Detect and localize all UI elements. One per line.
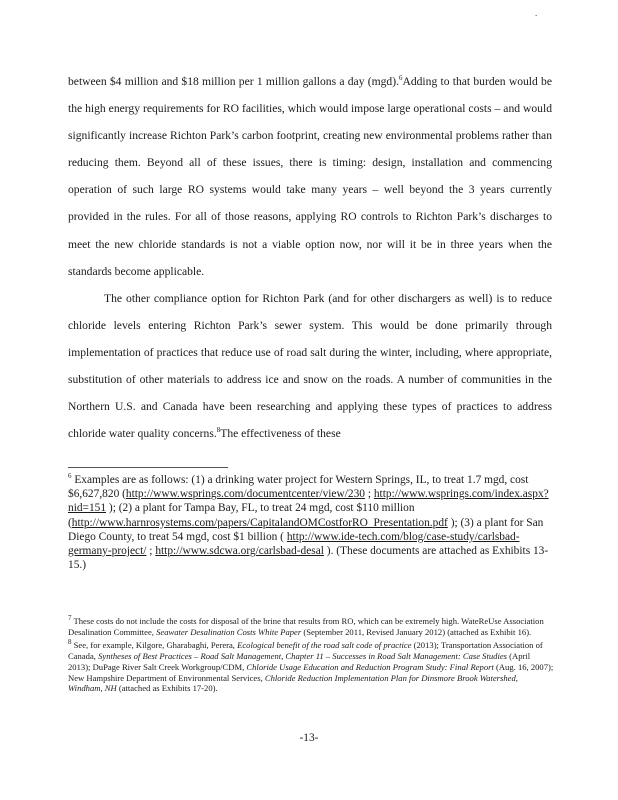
footnote-citation-title: Chloride Reduction Implementation Plan for Dinsmore Brook Watershed, Windham, NH: [68, 672, 518, 694]
footnotes-small: [68, 616, 554, 694]
footnote-7: [68, 616, 554, 638]
footnote-text: ;: [146, 545, 156, 558]
footnote-8: [68, 637, 554, 695]
paragraph-text: The other compliance option for Richton Park (and for other dischargers as well) is to reduce chloride levels entering Richton Park’s sewer system. This would be done primarily through implementation of practices that reduce use of road salt during the winter, including, where appropriate, substitution of other materials to address ice and snow on the roads. A number of communities in the Northern U.S. and Canada have been researching and applying these types of practices to address chloride water quality concerns.: [68, 291, 552, 441]
footnote-text: ); (3) a plant for San Diego County, to treat 54 mgd, cost $1 billion (: [68, 516, 544, 543]
footnote-text: (April 2013); DuPage River Salt Creek Workgroup/CDM,: [68, 650, 531, 672]
footnote-text: Examples are as follows: (1) a drinking water project for Western Springs, IL, to treat 1.7 mgd, cost $6,627,820 (: [68, 474, 529, 501]
footnote-link[interactable]: http://www.wsprings.com/documentcenter/view/230: [125, 488, 365, 501]
paragraph-text: Adding to that burden would be the high energy requirements for RO facilities, which would impose large operational costs – and would significantly increase Richton Park’s carbon footprint, creating new environmental problems rather than reducing them. Beyond all of these issues, there is timing: design, installation and commencing operation of such large RO systems would take many years – well beyond the 3 years currently provided in the rules. For all of those reasons, applying RO controls to Richton Park’s discharges to meet the new chloride standards is not a viable option now, nor will it be in three years when the standards become applicable.: [68, 75, 552, 278]
footnote-link[interactable]: http://www.wsprings.com/index.aspx?nid=151: [68, 488, 549, 515]
footnote-citation-title: Ecological benefit of the road salt code of practice: [237, 639, 412, 650]
paragraph-text: between $4 million and $18 million per 1 million gallons a day (mgd).: [68, 75, 399, 88]
footnote-citation-title: Chloride Usage Education and Reduction Program Study: Final Report: [246, 661, 494, 672]
footnote-text: See, for example, Kilgore, Gharabaghi, Perera,: [71, 639, 238, 650]
page-number: -13-: [299, 732, 319, 744]
footnote-link[interactable]: http://www.sdcwa.org/carlsbad-desal: [155, 545, 324, 558]
footnote-text: These costs do not include the costs for disposal of the brine that results from RO, which can be extremely high. WateReUse Association Desalination Committee,: [68, 616, 544, 637]
footnote-text: ;: [364, 488, 374, 501]
footnote-6: [68, 473, 554, 572]
footnote-ref-6[interactable]: 6: [398, 74, 403, 83]
footnote-text: (September 2011, Revised January 2012) (attached as Exhibit 16).: [301, 626, 532, 637]
footnote-text: (attached as Exhibits 17-20).: [116, 683, 218, 694]
footnote-ref-8[interactable]: 8: [216, 426, 221, 435]
footnote-text: (Aug. 16, 2007); New Hampshire Department of Environmental Services,: [68, 661, 554, 683]
footnote-number: 7: [68, 614, 72, 623]
paragraph-2: [68, 285, 552, 448]
footnote-number: 8: [68, 637, 72, 646]
footnote-text: ). (These documents are attached as Exhibits 13-15.): [68, 545, 549, 572]
footnote-citation-title: Syntheses of Best Practices – Road Salt Management, Chapter 11 – Successes in Road Salt Management: Case Studies: [98, 650, 508, 661]
footnote-separator: [68, 467, 228, 468]
footnote-link[interactable]: http://www.ide-tech.com/blog/case-study/carlsbad-germany-project/: [68, 530, 520, 558]
footnote-number: 6: [68, 472, 72, 481]
paragraph-text: The effectiveness of these: [220, 427, 341, 441]
footnote-link[interactable]: http://www.harnrosystems.com/papers/CapitalandOMCostforRO_Presentation.pdf: [71, 516, 448, 529]
footnote-text: (2013); Transportation Association of Canada,: [68, 639, 543, 661]
footnote-text: ); (2) a plant for Tampa Bay, FL, to treat 24 mgd, cost $110 million (: [68, 502, 415, 529]
body-text: [68, 68, 552, 447]
paragraph-1: [68, 68, 552, 285]
footnote-citation-title: Seawater Desalination Costs White Paper: [156, 626, 302, 637]
header-mark: .: [535, 8, 538, 18]
